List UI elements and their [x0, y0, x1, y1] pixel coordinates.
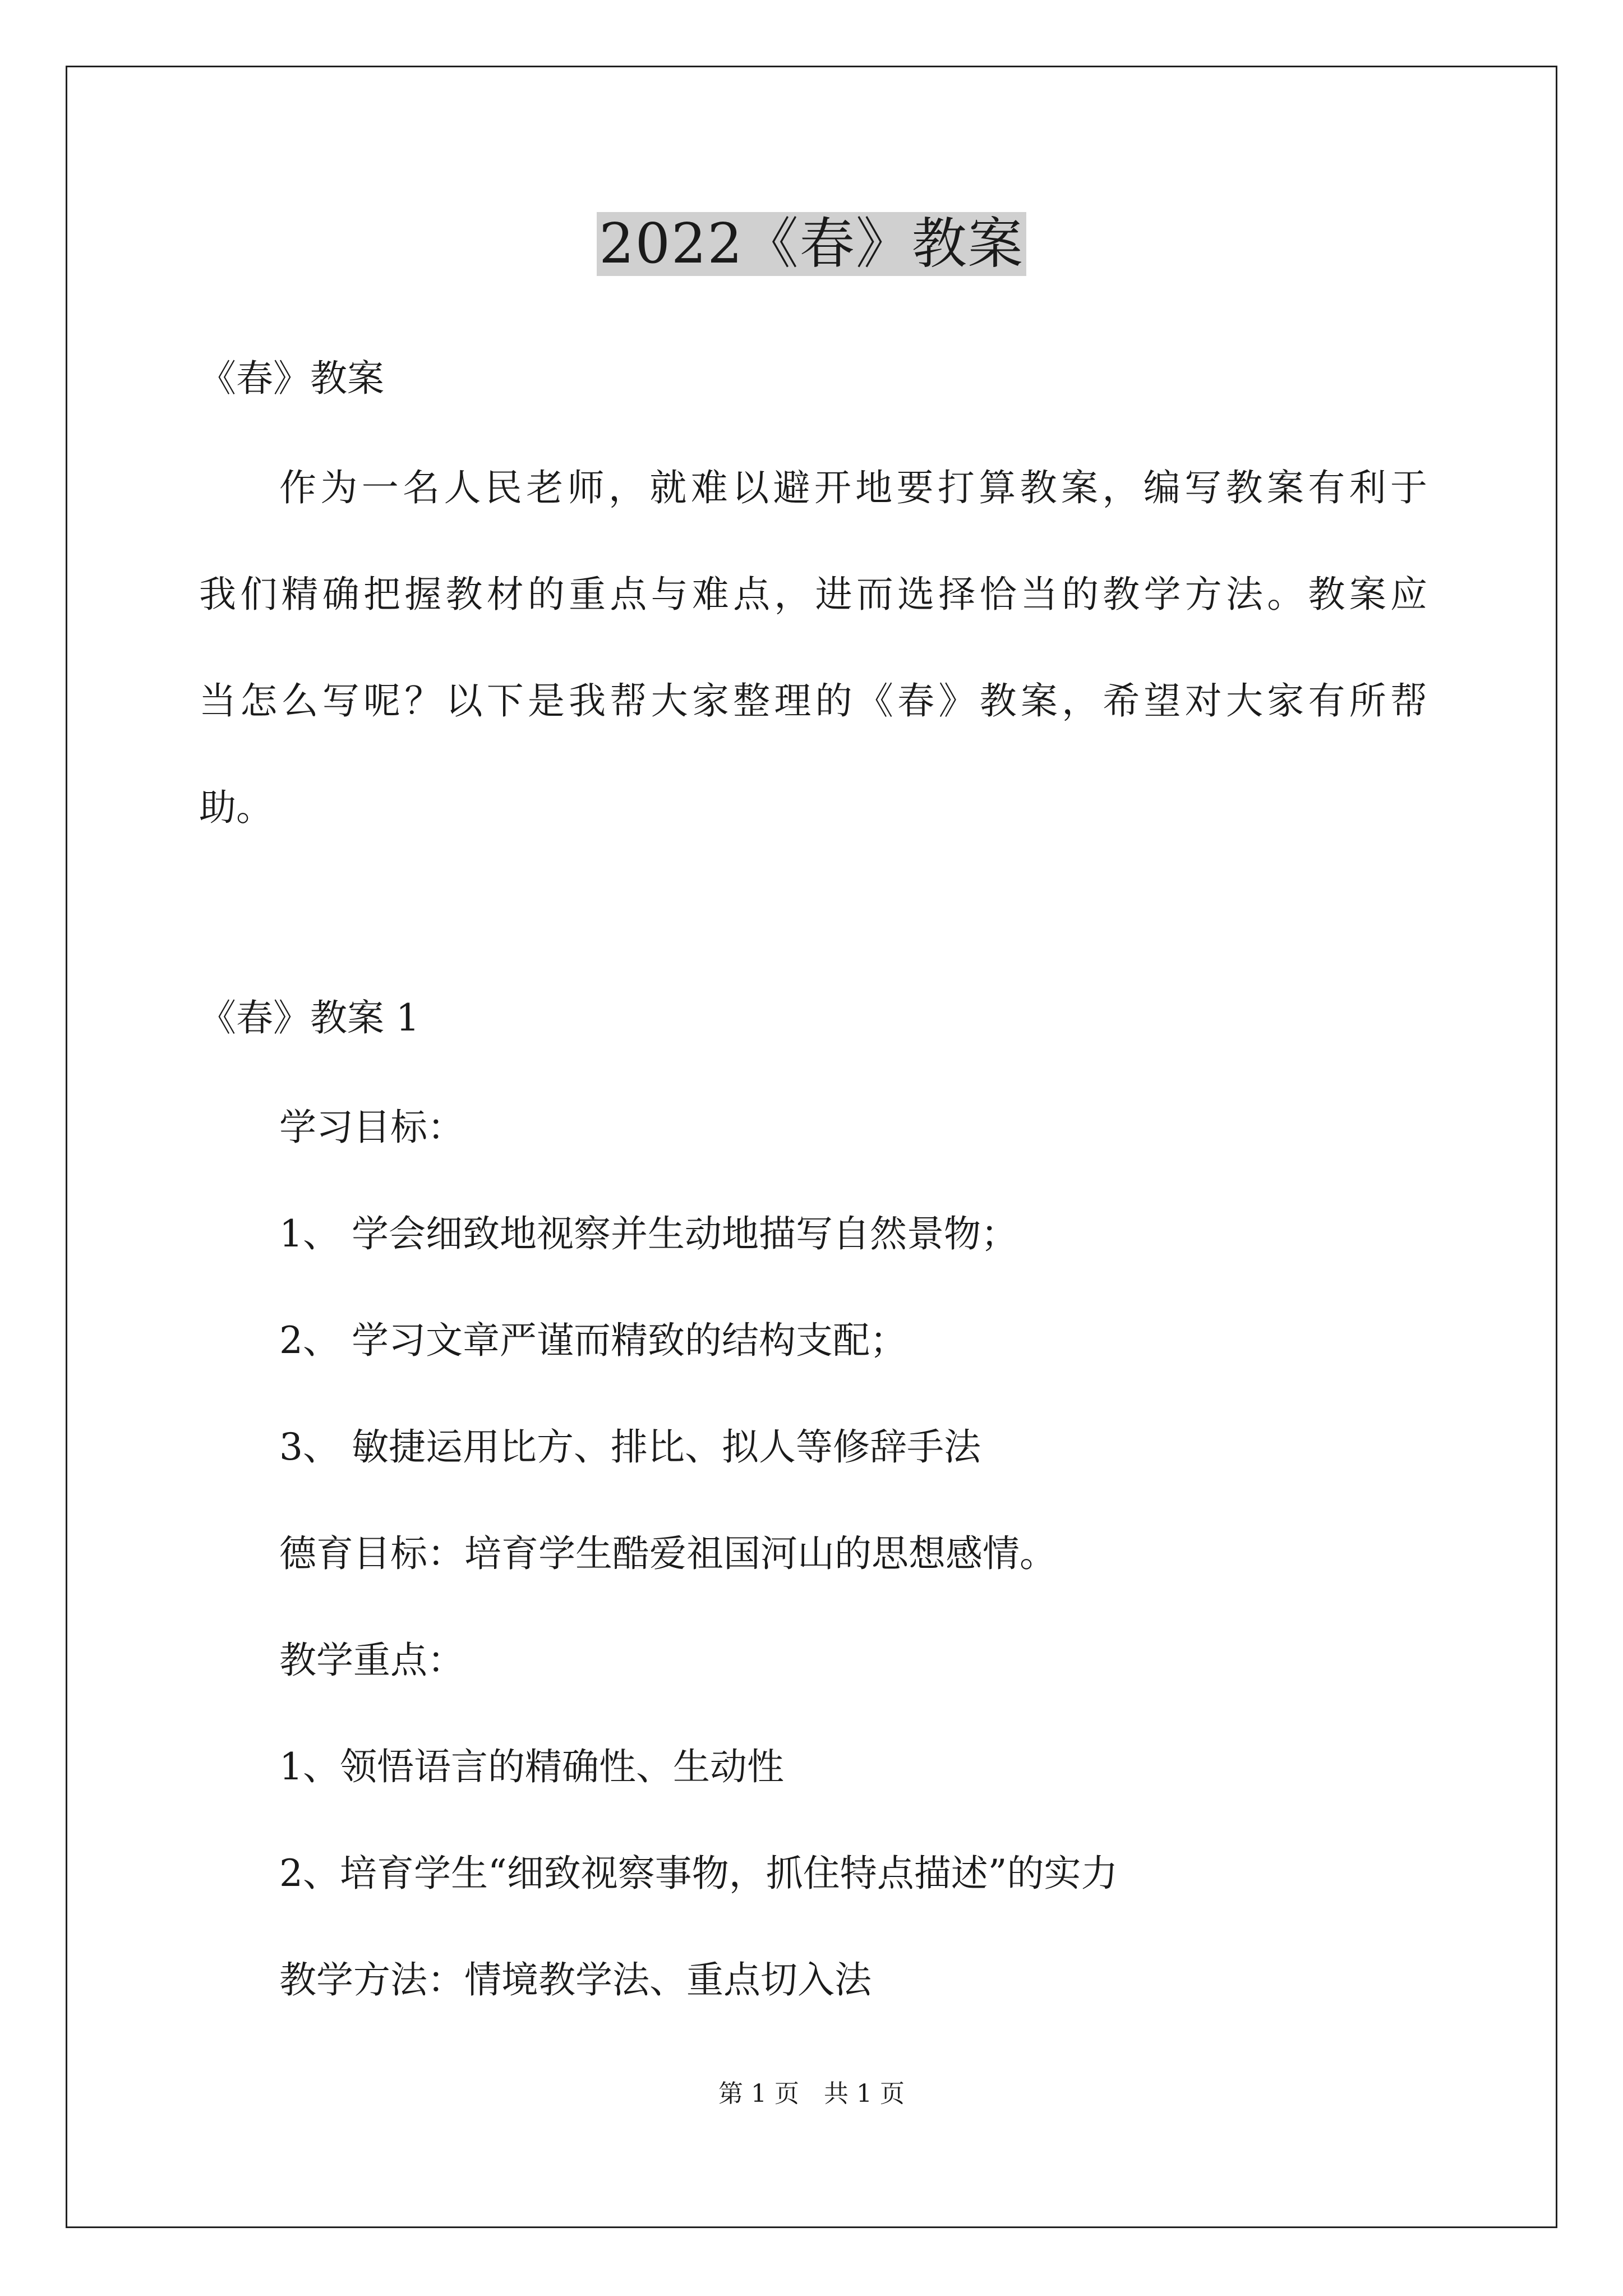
key-points-label: 教学重点： — [279, 1639, 464, 1682]
learning-goal-1: 1、 学会细致地视察并生动地描写自然景物； — [279, 1212, 1018, 1255]
intro-line-4: 助。 — [199, 786, 273, 829]
moral-goal: 德育目标：培育学生酷爱祖国河山的思想感情。 — [279, 1532, 1057, 1575]
section-title: 《春》教案 1 — [199, 996, 419, 1039]
subtitle: 《春》教案 — [199, 357, 384, 400]
intro-line-3: 当怎么写呢？以下是我帮大家整理的《春》教案，希望对大家有所帮 — [199, 679, 1427, 723]
document-title-text: 2022《春》教案 — [597, 212, 1026, 276]
teaching-methods: 教学方法：情境教学法、重点切入法 — [279, 1958, 872, 2001]
learning-goals-label: 学习目标： — [279, 1106, 464, 1149]
page-footer: 第 1 页 共 1 页 — [718, 2079, 905, 2108]
learning-goal-2: 2、 学习文章严谨而精致的结构支配； — [279, 1319, 907, 1362]
learning-goal-3: 3、 敏捷运用比方、排比、拟人等修辞手法 — [279, 1425, 981, 1469]
intro-line-2: 我们精确把握教材的重点与难点，进而选择恰当的教学方法。教案应 — [199, 573, 1427, 616]
key-point-2: 2、培育学生“细致视察事物，抓住特点描述”的实力 — [279, 1852, 1118, 1895]
document-title — [0, 205, 1623, 283]
intro-line-1: 作为一名人民老师，就难以避开地要打算教案，编写教案有利于 — [279, 466, 1427, 509]
key-point-1: 1、领悟语言的精确性、生动性 — [279, 1745, 784, 1788]
